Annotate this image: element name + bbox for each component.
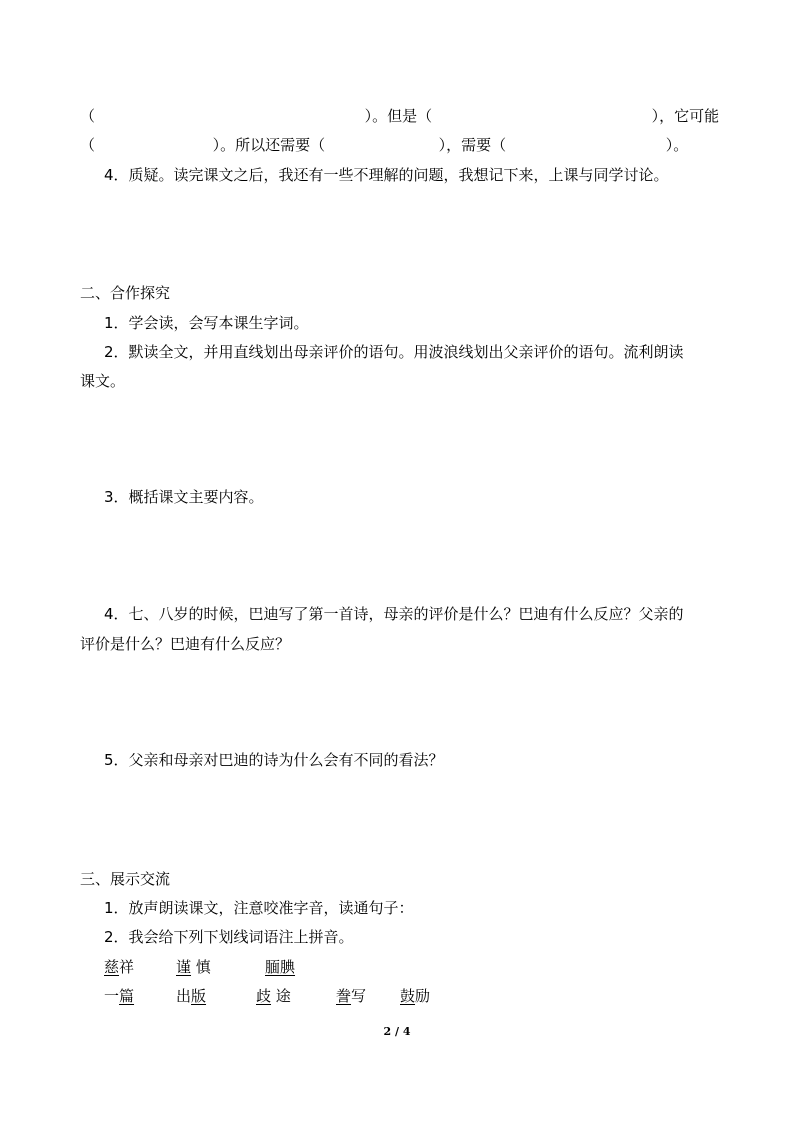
underlined-chars: 腼腆 <box>265 958 296 976</box>
underlined-chars: 鼓 <box>400 987 416 1005</box>
underlined-chars: 歧 <box>256 987 272 1005</box>
section3-item-2: 2．我会给下列下划线词语注上拼音。 <box>104 928 354 946</box>
section2-item-3: 3．概括课文主要内容。 <box>104 488 264 506</box>
vocab-word: 誊写 <box>336 987 367 1005</box>
question-4-doubt: 4．质疑。读完课文之后，我还有一些不理解的问题，我想记下来，上课与同学讨论。 <box>104 166 669 184</box>
section3-item-1: 1．放声朗读课文，注意咬准字音，读通句子： <box>104 899 414 917</box>
blank-connector: ）。 <box>665 136 689 154</box>
bracket-open: （ <box>80 136 96 154</box>
section-heading-3: 三、展示交流 <box>80 870 171 888</box>
underlined-chars: 版 <box>191 987 207 1005</box>
bracket-open: （ <box>80 107 96 125</box>
blank-connector: ）。但是（ <box>364 107 433 125</box>
blank-connector: ），它可能 <box>651 107 720 125</box>
blank-connector: ）。所以还需要（ <box>212 136 326 154</box>
vocab-word <box>265 957 295 977</box>
underlined-chars: 誊 <box>336 987 352 1005</box>
fill-blank-line-2 <box>80 135 688 155</box>
section2-item-4: 4．七、八岁的时候，巴迪写了第一首诗，母亲的评价是什么？巴迪有什么反应？父亲的 <box>104 605 684 623</box>
underlined-chars: 谨 <box>176 958 192 976</box>
vocab-word: 谨 慎 <box>176 958 211 976</box>
underlined-chars: 慈 <box>104 958 120 976</box>
blank-connector: ），需要（ <box>438 136 507 154</box>
fill-blank-line-1 <box>80 106 719 126</box>
page-number: 2 / 4 <box>383 1025 411 1038</box>
section2-item-5: 5．父亲和母亲对巴迪的诗为什么会有不同的看法？ <box>104 751 444 769</box>
vocab-word: 歧 途 <box>256 987 291 1005</box>
section-heading-2: 二、合作探究 <box>80 284 171 302</box>
section2-item-2: 2．默读全文，并用直线划出母亲评价的语句。用波浪线划出父亲评价的语句。流利朗读 <box>104 343 684 361</box>
section2-item-4-cont: 评价是什么？巴迪有什么反应？ <box>80 635 291 653</box>
vocab-word: 出版 <box>176 987 207 1005</box>
section2-item-2-cont: 课文。 <box>80 372 126 390</box>
underlined-chars: 篇 <box>119 987 135 1005</box>
vocab-word: 鼓励 <box>400 987 431 1005</box>
vocab-word: 慈祥 <box>104 958 135 976</box>
section2-item-1: 1．学会读，会写本课生字词。 <box>104 314 309 332</box>
vocab-word: 一篇 <box>104 987 135 1005</box>
